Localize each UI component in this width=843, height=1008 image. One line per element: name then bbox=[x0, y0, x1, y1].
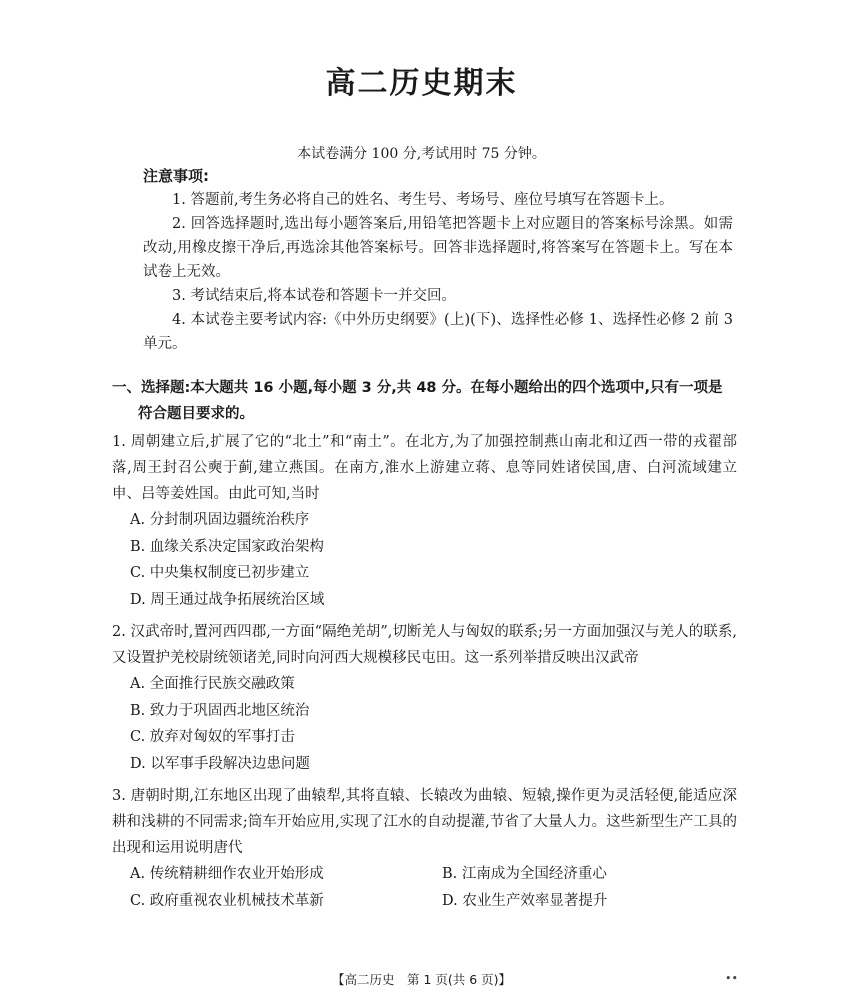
section-heading-line1: 一、选择题:本大题共 16 小题,每小题 3 分,共 48 分。在每小题给出的四个选项中,只有一项是 bbox=[112, 380, 723, 396]
option-list bbox=[112, 671, 737, 777]
option-b: B. 致力于巩固西北地区统治 bbox=[130, 702, 310, 719]
notice-title: 注意事项: bbox=[143, 167, 209, 185]
question-stem: 2. 汉武帝时,置河西四郡,一方面“隔绝羌胡”,切断羌人与匈奴的联系;另一方面加强汉与羌人的联系,又设置护羌校尉统领诸羌,同时向河西大规模移民屯田。这一系列举措反映出汉武帝 bbox=[112, 624, 737, 666]
notice-item-1: 1. 答题前,考生务必将自己的姓名、考生号、考场号、座位号填写在答题卡上。 bbox=[172, 192, 674, 208]
question-1 bbox=[112, 429, 737, 613]
exam-info: 本试卷满分 100 分,考试用时 75 分钟。 bbox=[297, 146, 546, 162]
section-heading-line2: 符合题目要求的。 bbox=[138, 406, 254, 422]
option-b: B. 江南成为全国经济重心 bbox=[442, 866, 607, 882]
question-3 bbox=[112, 783, 737, 914]
option-list bbox=[112, 861, 737, 914]
notice-block bbox=[143, 164, 733, 356]
option-c: C. 中央集权制度已初步建立 bbox=[130, 565, 310, 581]
option-a: A. 全面推行民族交融政策 bbox=[130, 676, 295, 692]
page-title: 高二历史期末 bbox=[325, 66, 518, 101]
option-a: A. 传统精耕细作农业开始形成 bbox=[130, 866, 324, 882]
option-a: A. 分封制巩固边疆统治秩序 bbox=[130, 512, 310, 528]
question-stem: 3. 唐朝时期,江东地区出现了曲辕犁,其将直辕、长辕改为曲辕、短辕,操作更为灵活轻便,能适应深耕和浅耕的不同需求;筒车开始应用,实现了江水的自动提灌,节省了大量人力。这些新型生产工具的出现和运用说明唐代 bbox=[112, 788, 737, 856]
notice-item-4: 4. 本试卷主要考试内容:《中外历史纲要》(上)(下)、选择性必修 1、选择性必修 2 前 3 单元。 bbox=[143, 312, 733, 352]
option-d: D. 周王通过战争拓展统治区域 bbox=[130, 591, 325, 608]
notice-item-3: 3. 考试结束后,将本试卷和答题卡一并交回。 bbox=[172, 288, 457, 304]
notice-item-2: 2. 回答选择题时,选出每小题答案后,用铅笔把答题卡上对应题目的答案标号涂黑。如需改动,用橡皮擦干净后,再选涂其他答案标号。回答非选择题时,将答案写在答题卡上。写在本试卷上无效。 bbox=[143, 216, 733, 280]
question-list bbox=[112, 429, 737, 920]
section-heading bbox=[112, 375, 737, 427]
question-2 bbox=[112, 619, 737, 777]
option-d: D. 农业生产效率显著提升 bbox=[442, 892, 608, 909]
page-footer: 【高二历史 第 1 页(共 6 页)】 bbox=[331, 972, 512, 987]
question-stem: 1. 周朝建立后,扩展了它的“北土”和“南土”。在北方,为了加强控制燕山南北和辽西一带的戎翟部落,周王封召公奭于蓟,建立燕国。在南方,淮水上游建立蒋、息等同姓诸侯国,唐、白河流域建立申、吕等姜姓国。由此可知,当时 bbox=[112, 434, 737, 502]
footer-mark: •• bbox=[725, 972, 738, 985]
option-c: C. 政府重视农业机械技术革新 bbox=[130, 892, 324, 909]
option-list bbox=[112, 507, 737, 613]
option-b: B. 血缘关系决定国家政治架构 bbox=[130, 538, 324, 555]
option-d: D. 以军事手段解决边患问题 bbox=[130, 755, 310, 772]
option-c: C. 放弃对匈奴的军事打击 bbox=[130, 729, 295, 745]
